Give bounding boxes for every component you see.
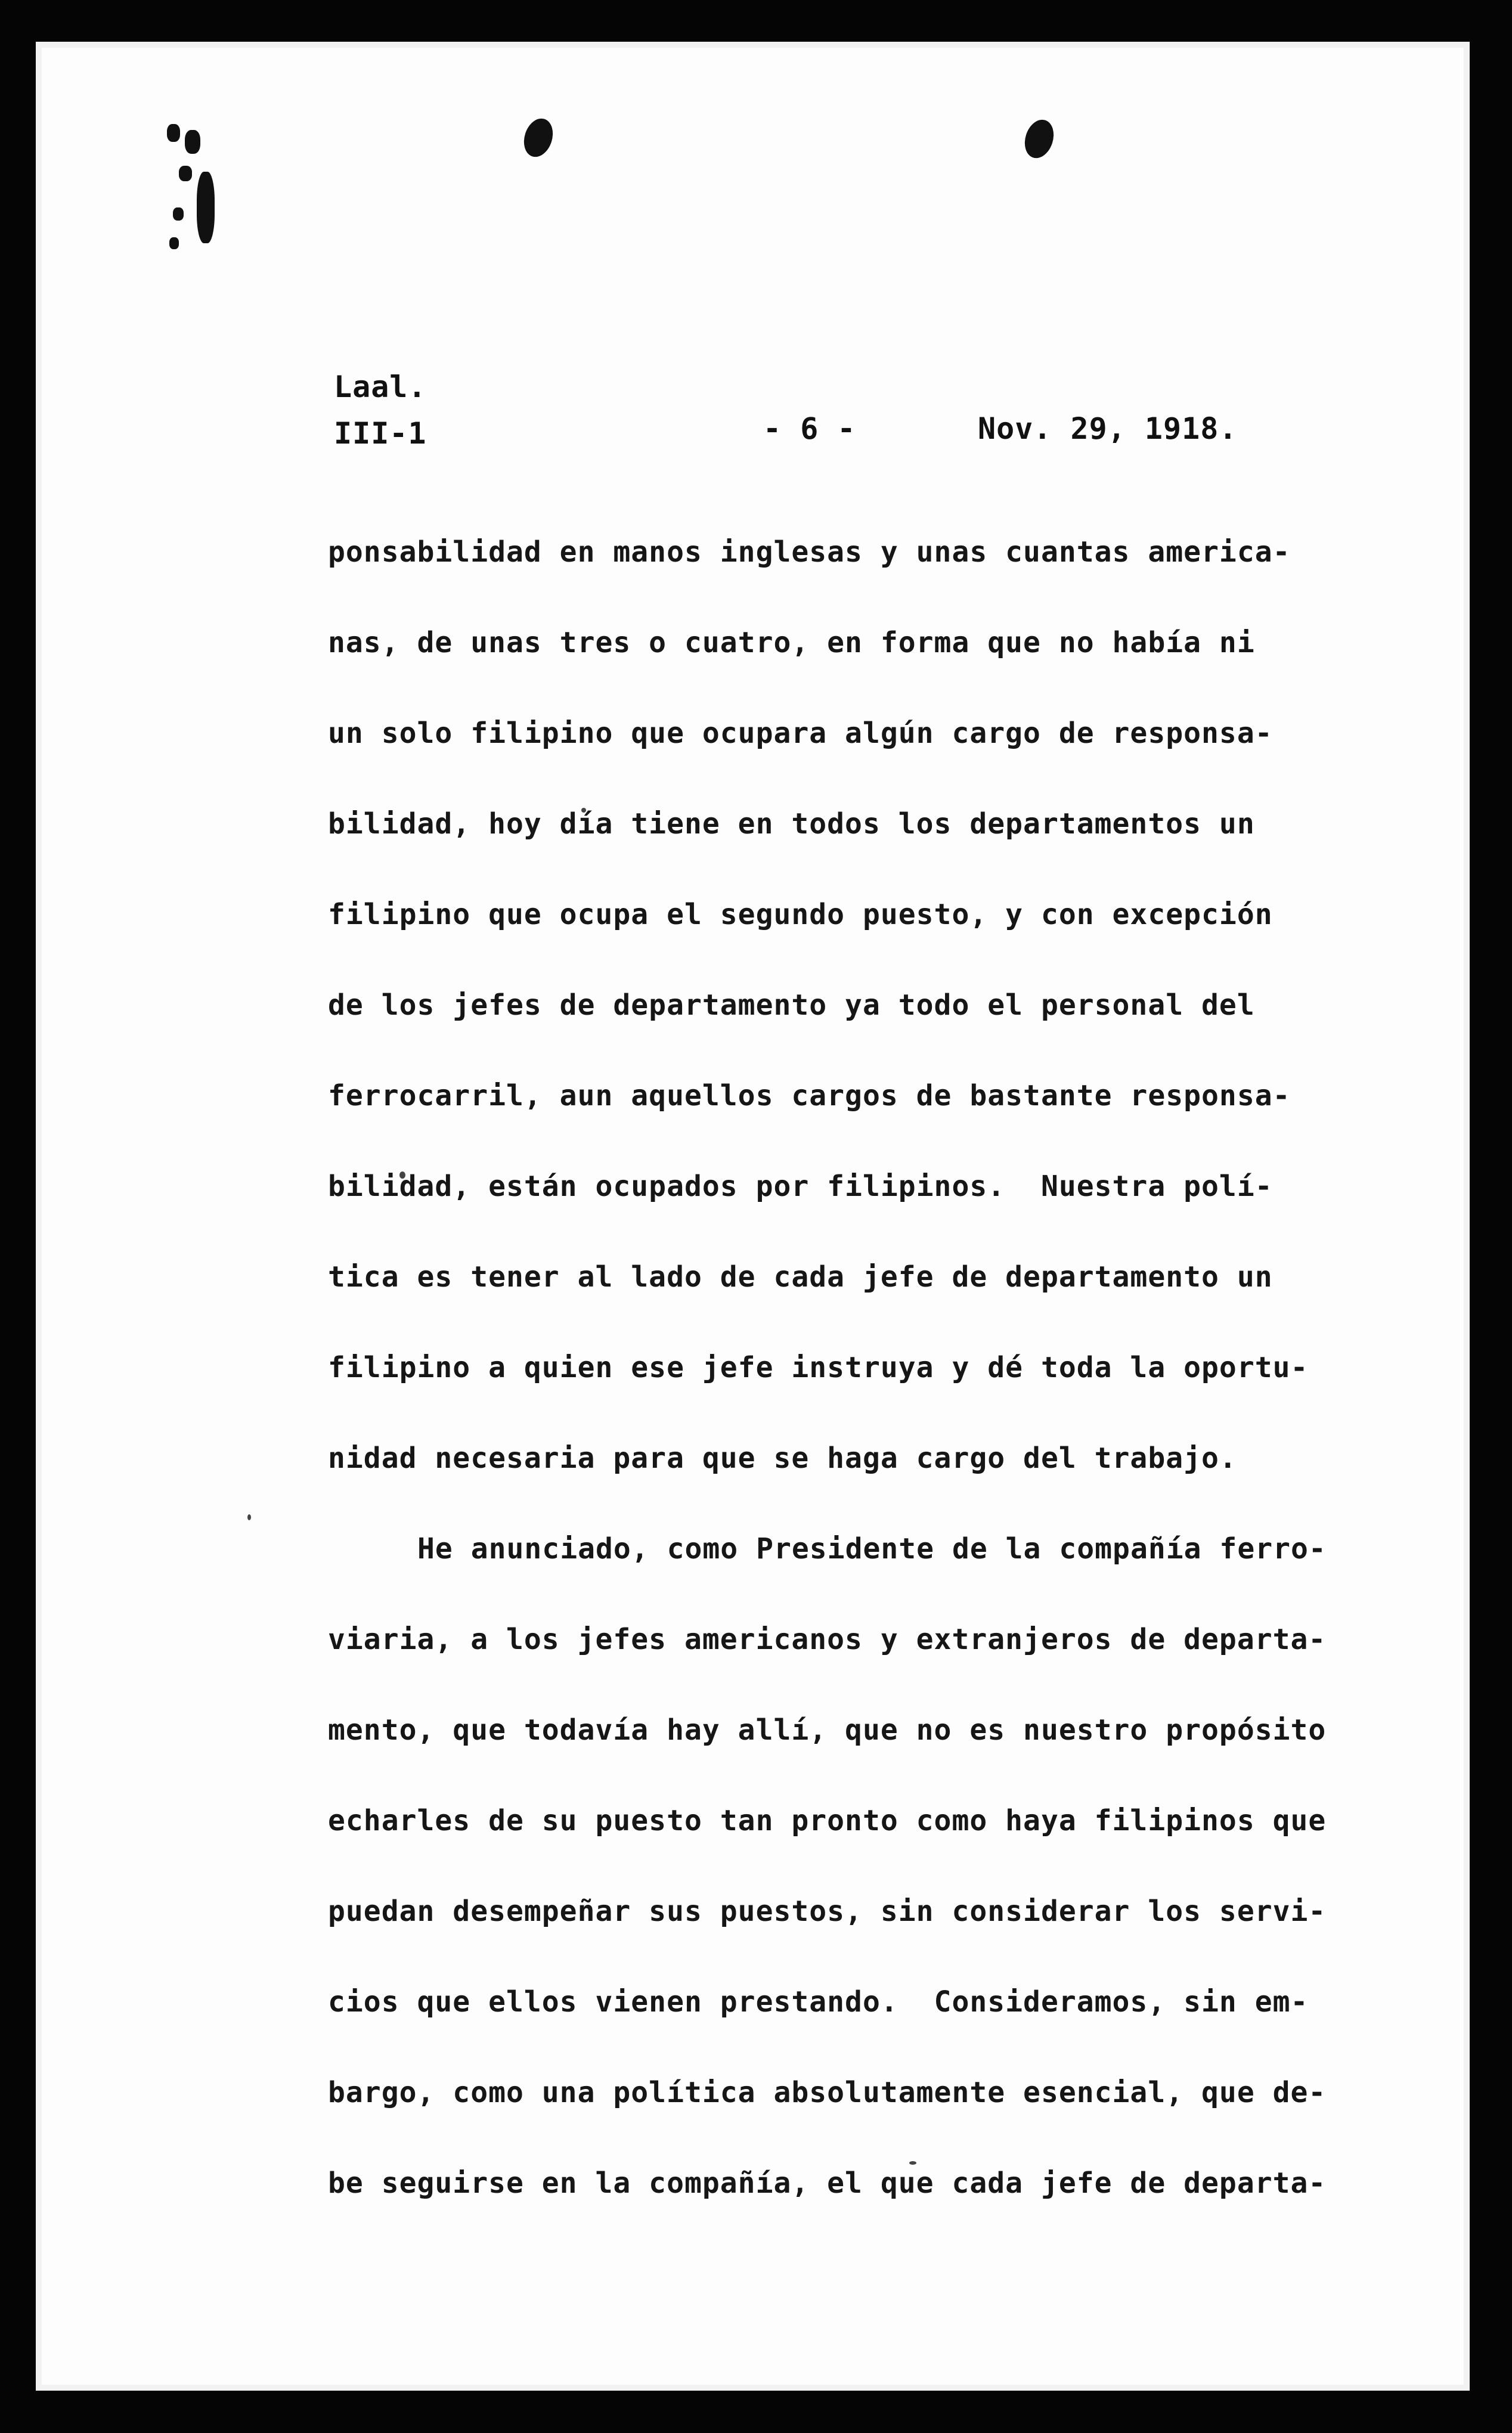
text-line: un solo filipino que ocupara algún cargo de responsa- [328,717,1273,750]
text-line: puedan desempeñar sus puestos, sin considerar los servi- [328,1895,1327,1928]
punch-hole [1020,116,1058,162]
text-line: de los jefes de departamento ya todo el personal del [328,988,1255,1022]
text-line: tica es tener al lado de cada jefe de departamento un [328,1260,1273,1294]
text-line: filipino que ocupa el segundo puesto, y con excepción [328,898,1273,931]
text-line: echarles de su puesto tan pronto como haya filipinos que [328,1804,1327,1837]
document-page [36,42,1470,2391]
text-line: filipino a quien ese jefe instruya y dé toda la oportu- [328,1351,1309,1384]
document-date: Nov. 29, 1918. [978,411,1238,446]
text-line: bargo, como una política absolutamente esencial, que de- [328,2076,1327,2109]
text-line: nas, de unas tres o cuatro, en forma que no había ni [328,626,1255,659]
text-line: be seguirse en la compañía, el que cada jefe de departa- [328,2167,1327,2200]
body-text [328,507,1389,2229]
reference-code [334,364,427,457]
text-line: cios que ellos vienen prestando. Consideramos, sin em- [328,1985,1309,2019]
reference-line-2: III-1 [334,416,427,451]
paragraph-start-line: He anunciado, como Presidente de la compañía ferro- [417,1532,1327,1566]
text-line: ponsabilidad en manos inglesas y unas cuantas america- [328,535,1291,569]
text-line: nidad necesaria para que se haga cargo del trabajo. [328,1442,1237,1475]
page-header [334,328,1347,451]
staple-marks [161,82,233,261]
reference-line-1: Laal. [334,370,427,404]
text-line: bilidad, hoy día tiene en todos los departamentos un [328,807,1255,841]
text-line: ferrocarril, aun aquellos cargos de bastante responsa- [328,1079,1291,1112]
scan-speck [247,1514,251,1520]
text-line: bilidad, están ocupados por filipinos. Nuestra polí- [328,1170,1273,1203]
punch-hole [519,115,557,161]
text-line: viaria, a los jefes americanos y extranjeros de departa- [328,1623,1327,1656]
text-line: mento, que todavía hay allí, que no es nuestro propósito [328,1713,1327,1747]
page-number: - 6 - [763,411,856,446]
